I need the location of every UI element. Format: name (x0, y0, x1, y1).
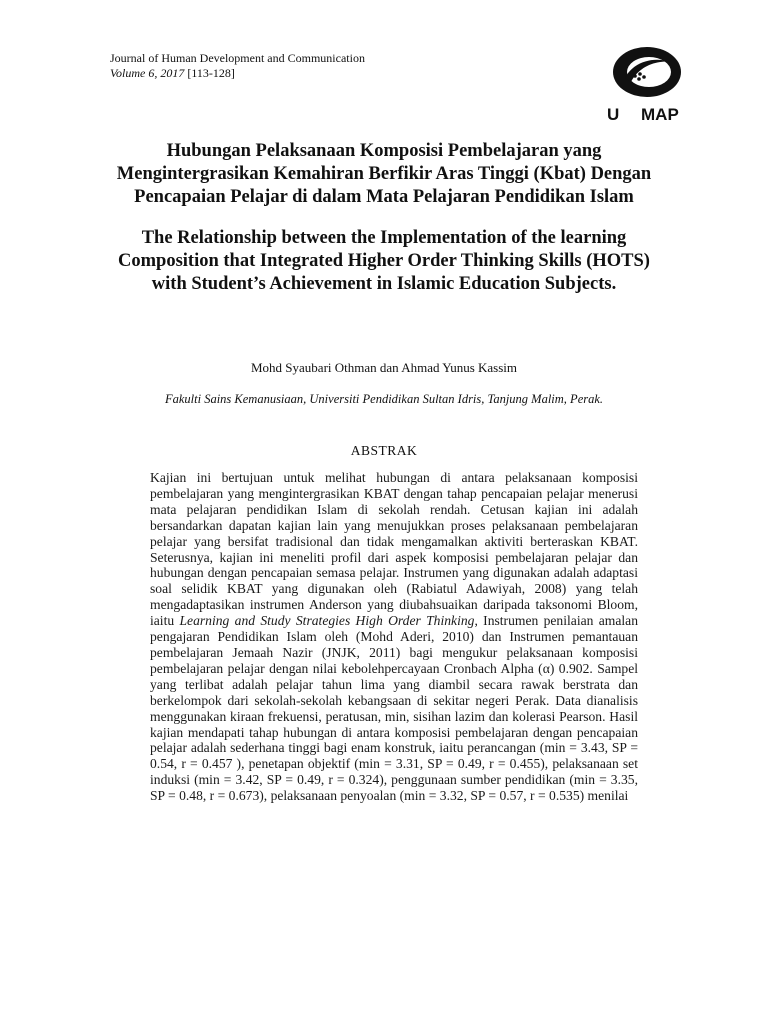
page-range: [113-128] (184, 66, 235, 80)
abstract-text-2: , Instrumen penilaian amalan pengajaran Pendidikan Islam oleh (Mohd Aderi, 2010) dan Instrumen pemantauan pembelajaran Jemaah Nazir (JNJK, 2011) bagi mengukur pelaksanaan komposisi pembelajaran pelajar dengan nilai kebolehpercayaan Cronbach Alpha (α) 0.902. Sampel yang terlibat adalah pelajar tahun lima yang diambil secara rawak berstrata dan berkelompok dari sekolah-sekolah kebangsaan di sekitar negeri Perak. Data dianalisis menggunakan kiraan frekuensi, peratusan, min, sisihan lazim dan kolerasi Pearson. Hasil kajian mendapati tahap hubungan di antara komposisi pembelajaran dengan pencapaian pelajar adalah sederhana tinggi bagi enam konstruk, iaitu perancangan (min = 3.43, SP = 0.54, r = 0.457 ), penetapan objektif (min = 3.31, SP = 0.49, r = 0.455), pelaksanaan set induksi (min = 3.42, SP = 0.49, r = 0.324), penggunaan sumber pendidikan (min = 3.35, SP = 0.48, r = 0.673), pelaksanaan penyoalan (min = 3.32, SP = 0.57, r = 0.535) menilai (150, 613, 638, 804)
author-list: Mohd Syaubari Othman dan Ahmad Yunus Kassim (251, 360, 517, 375)
journal-name: Journal of Human Development and Communication (110, 51, 365, 65)
abstract-text-1: Kajian ini bertujuan untuk melihat hubungan di antara pelaksanaan komposisi pembelajaran yang mengintergrasikan KBAT dengan tahap pencapaian pelajar menerusi mata pelajaran pendidikan Islam di sekolah rendah. Cetusan kajian ini adalah bersandarkan dapatan kajian lain yang menujukkan proses pelaksanaan pembelajaran pelajar yang bersifat tradisional dan tidak mengamalkan aktiviti berteraskan KBAT. Seterusnya, kajian ini meneliti profil dari aspek komposisi pembelajaran pelajar dan hubungan dengan pencapaian semasa pelajar. Instrumen yang digunakan adalah adaptasi soal selidik KBAT yang digunakan oleh (Rabiatul Adawiyah, 2008) yang telah mengadaptasikan instrumen Anderson yang diubahsuaikan daripada taksonomi Bloom, iaitu (150, 470, 638, 629)
abstract-heading: ABSTRAK (350, 443, 418, 458)
volume-year: Volume 6, 2017 (110, 66, 185, 80)
abstract-italic-term: Learning and Study Strategies High Order Thinking (179, 613, 475, 629)
abstract-body (150, 470, 638, 804)
journal-volume (110, 66, 365, 81)
journal-header (110, 51, 365, 81)
title-block (110, 140, 658, 296)
affiliation: Fakulti Sains Kemanusiaan, Universiti Pendidikan Sultan Idris, Tanjung Malim, Perak. (164, 392, 604, 406)
title-malay: Hubungan Pelaksanaan Komposisi Pembelajaran yang Mengintergrasikan Kemahiran Berfikir Aras Tinggi (Kbat) Dengan Pencapaian Pelajar di dalam Mata Pelajaran Pendidikan Islam (116, 141, 652, 207)
unimap-logo (605, 42, 685, 124)
title-english: The Relationship between the Implementation of the learning Composition that Integrated Higher Order Thinking Skills (HOTS) with Student’s Achievement in Islamic Education Subjects. (118, 228, 650, 294)
logo-text: U (607, 105, 620, 124)
svg-text:MAP: MAP (641, 105, 679, 124)
